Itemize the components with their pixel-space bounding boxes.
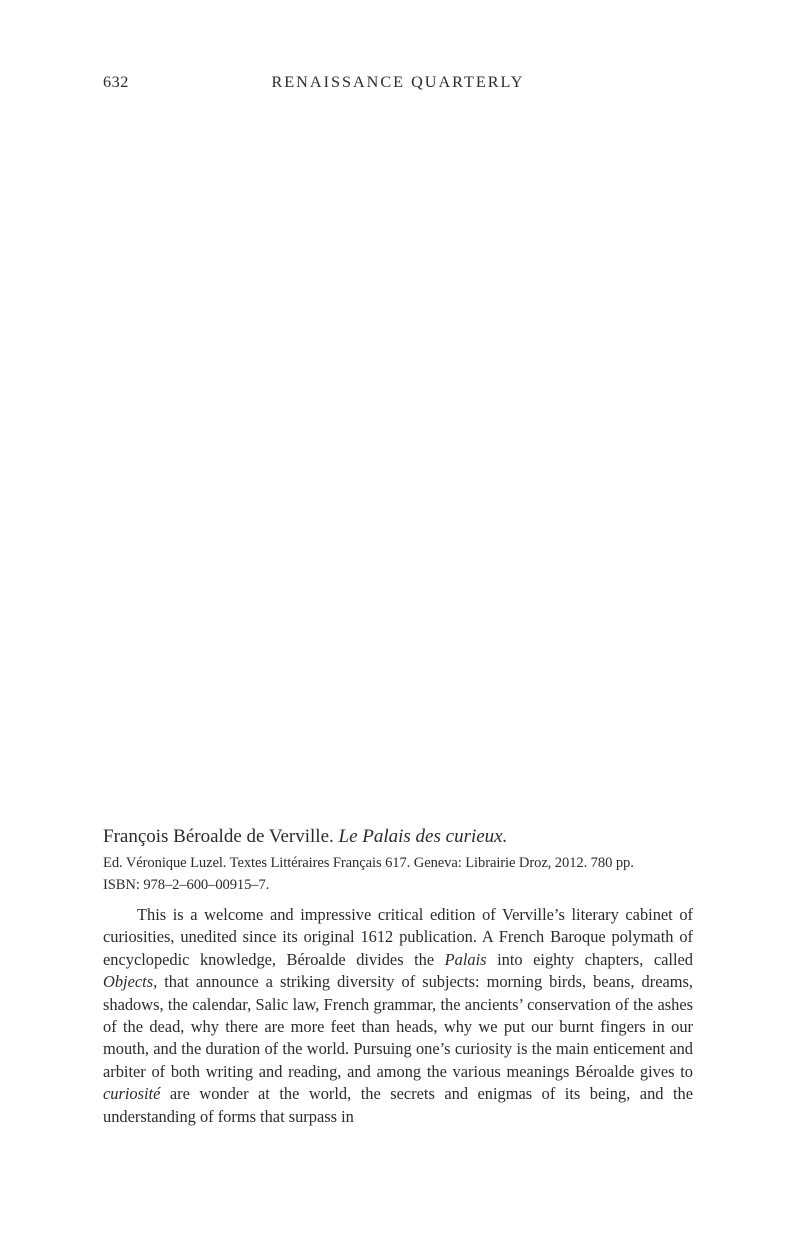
book-title: Le Palais des curieux. — [338, 826, 508, 847]
page-number: 632 — [103, 73, 129, 91]
book-review — [103, 824, 693, 1128]
paragraph-segment-italic: Palais — [444, 949, 487, 969]
imprint-line-2: ISBN: 978–2–600–00915–7. — [103, 877, 270, 893]
paragraph-segment: , that announce a striking diversity of subjects: morning birds, beans, dreams, shadows, the calendar, Salic law, French grammar, the ancients’ conservation of the ashes of the dead, why there are more feet than heads, why we put our burnt fingers in our mouth, and the duration of the world. Pursuing one’s curiosity is the main enticement and arbiter of both writing and reading, and among the various meanings Béroalde gives to — [103, 972, 693, 1081]
review-heading — [103, 824, 693, 850]
book-author: François Béroalde de Verville. — [103, 826, 339, 847]
paragraph-segment: are wonder at the world, the secrets and enigmas of its being, and the understanding of forms that surpass in — [103, 1084, 693, 1126]
imprint — [103, 852, 693, 896]
paragraph-segment: into eighty chapters, called — [486, 949, 693, 969]
paragraph-segment-italic: curiosité — [103, 1084, 161, 1104]
review-paragraph — [103, 904, 693, 1128]
paragraph-segment-italic: Objects — [103, 972, 154, 992]
paragraph-segment: This is a welcome and impressive critical edition of Verville’s literary cabinet of curiosities, unedited since its original 1612 publication. A French Baroque polymath of encyclopedic knowledge, Béroalde divides the — [103, 905, 693, 969]
imprint-line-1: Ed. Véronique Luzel. Textes Littéraires Français 617. Geneva: Librairie Droz, 2012. 780 pp. — [103, 855, 634, 871]
running-head — [103, 72, 693, 92]
journal-title: RENAISSANCE QUARTERLY — [271, 73, 525, 91]
